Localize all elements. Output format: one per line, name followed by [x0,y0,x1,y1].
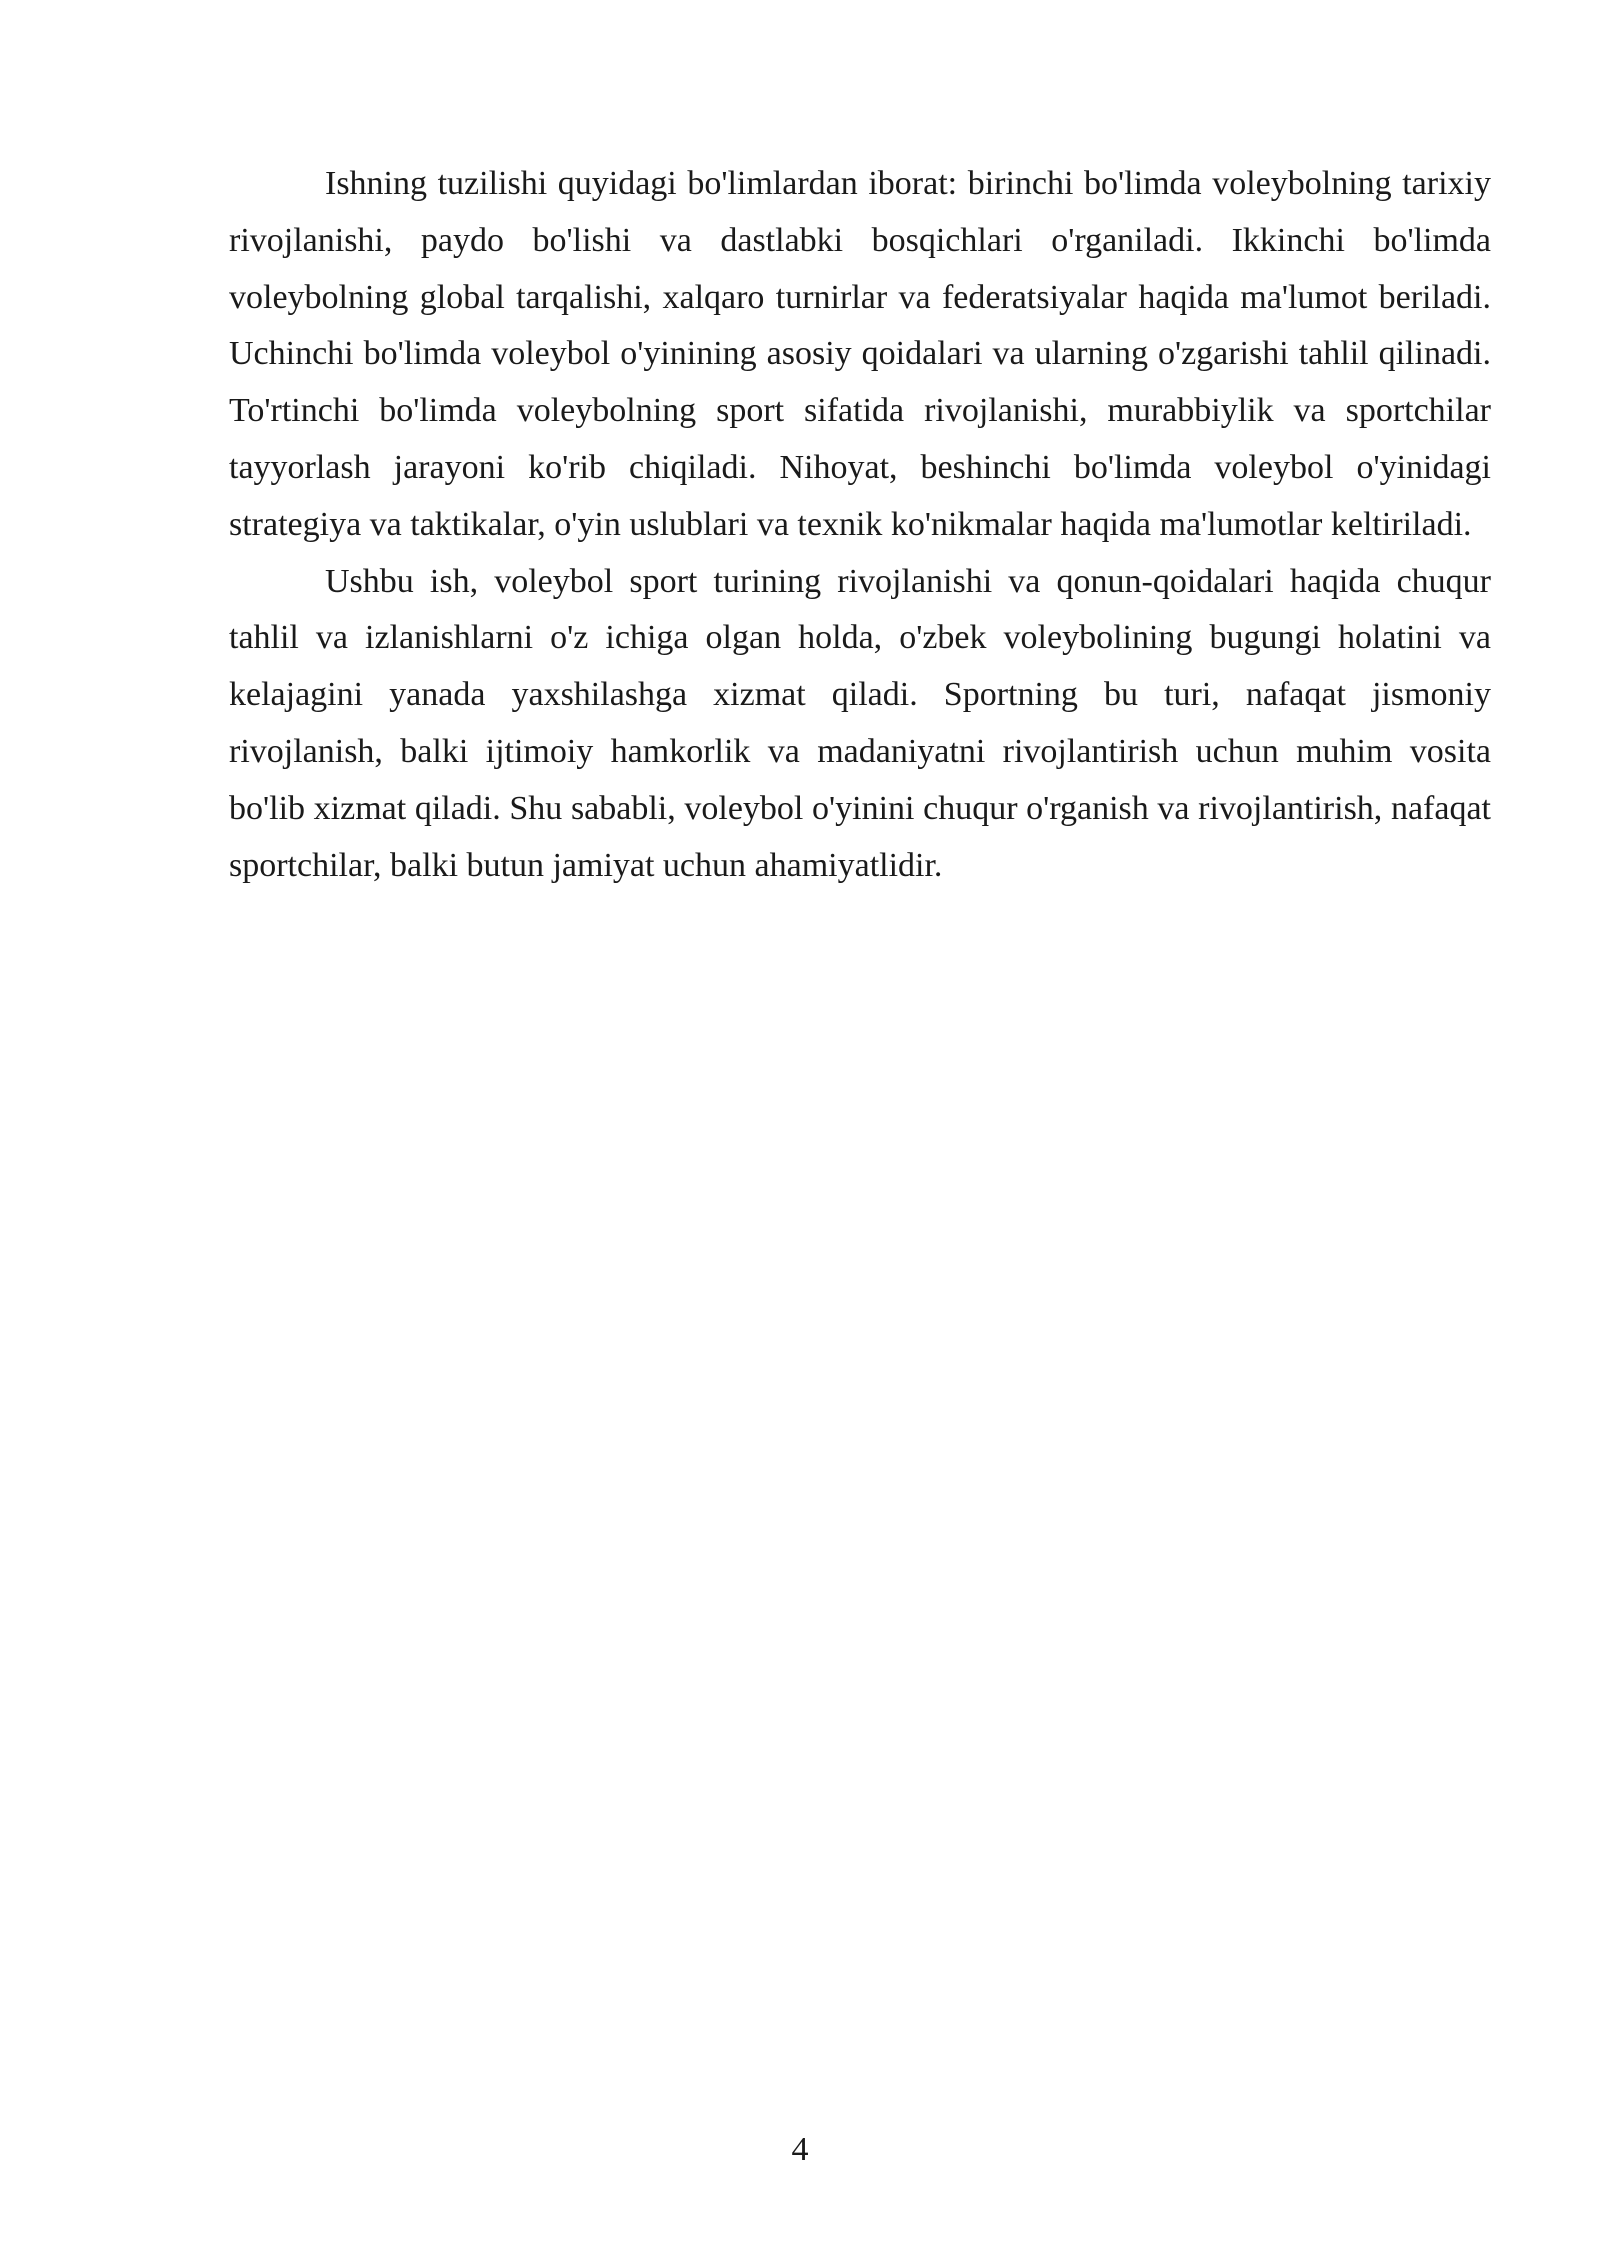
body-text [229,156,1491,894]
paragraph-structure: Ishning tuzilishi quyidagi bo'limlardan iborat: birinchi bo'limda voleybolning tarixiy rivojlanishi, paydo bo'lishi va dastlabki bosqichlari o'rganiladi. Ikkinchi bo'limda voleybolning global tarqalishi, xalqaro turnirlar va federatsiyalar haqida ma'lumot beriladi. Uchinchi bo'limda voleybol o'yinining asosiy qoidalari va ularning o'zgarishi tahlil qilinadi. To'rtinchi bo'limda voleybolning sport sifatida rivojlanishi, murabbiylik va sportchilar tayyorlash jarayoni ko'rib chiqiladi. Nihoyat, beshinchi bo'limda voleybol o'yinidagi strategiya va taktikalar, o'yin uslublari va texnik ko'nikmalar haqida ma'lumotlar keltiriladi. [229,165,1491,543]
page-number: 4 [791,2131,809,2168]
paragraph-conclusion: Ushbu ish, voleybol sport turining rivojlanishi va qonun-qoidalari haqida chuqur tahlil va izlanishlarni o'z ichiga olgan holda, o'zbek voleybolining bugungi holatini va kelajagini yanada yaxshilashga xizmat qiladi. Sportning bu turi, nafaqat jismoniy rivojlanish, balki ijtimoiy hamkorlik va madaniyatni rivojlantirish uchun muhim vosita bo'lib xizmat qiladi. Shu sababli, voleybol o'yinini chuqur o'rganish va rivojlantirish, nafaqat sportchilar, balki butun jamiyat uchun ahamiyatlidir. [229,562,1491,884]
